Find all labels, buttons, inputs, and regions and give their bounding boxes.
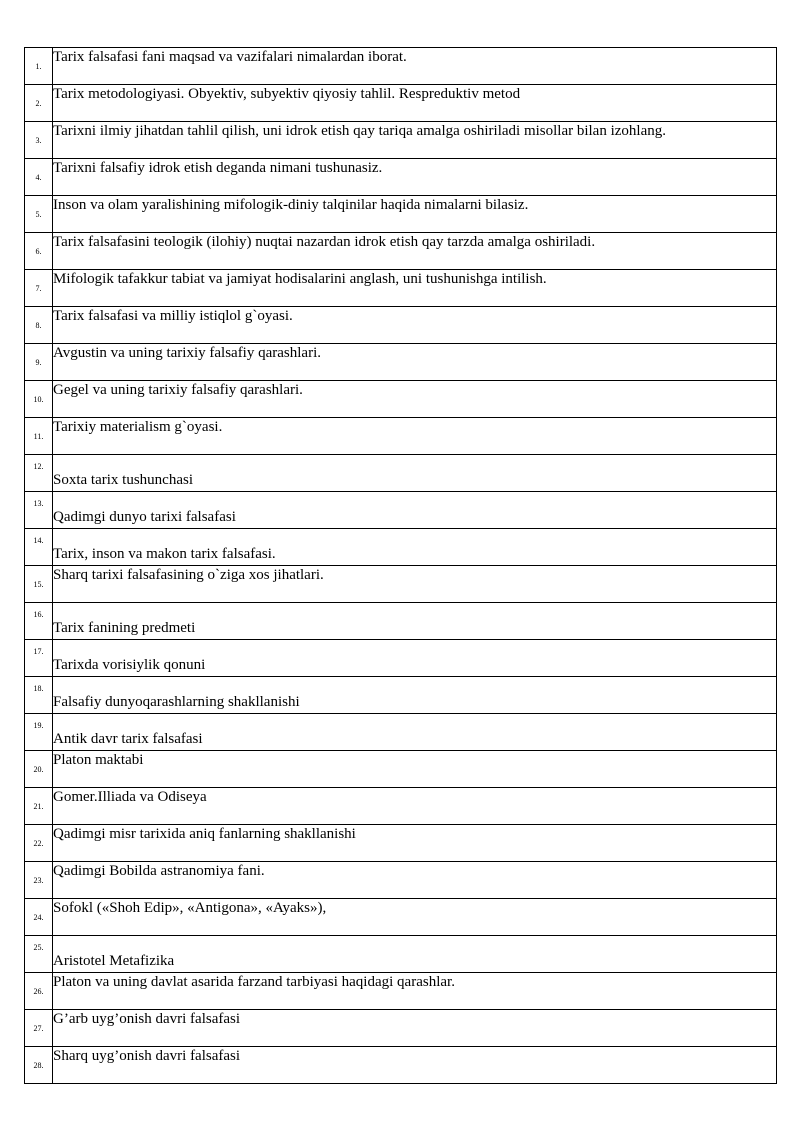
question-number: 27. — [33, 1023, 44, 1033]
question-number: 21. — [33, 801, 44, 811]
question-number: 8. — [35, 320, 42, 330]
question-number-cell — [25, 344, 53, 381]
question-number: 24. — [33, 912, 44, 922]
question-number: 26. — [33, 986, 44, 996]
question-number-cell — [25, 677, 53, 714]
question-number-cell — [25, 862, 53, 899]
question-text: Mifologik tafakkur tabiat va jamiyat hodisalarini anglash, uni tushunishga intilish. — [53, 270, 777, 307]
question-number: 28. — [33, 1060, 44, 1070]
question-text: Inson va olam yaralishining mifologik-diniy talqinilar haqida nimalarni bilasiz. — [53, 196, 777, 233]
question-number: 1. — [35, 61, 42, 71]
question-row — [25, 492, 777, 529]
question-text: Qadimgi dunyo tarixi falsafasi — [53, 492, 777, 529]
question-row — [25, 640, 777, 677]
question-row — [25, 1047, 777, 1084]
question-row — [25, 751, 777, 788]
question-text: Avgustin va uning tarixiy falsafiy qarashlari. — [53, 344, 777, 381]
question-number-cell — [25, 566, 53, 603]
question-number-cell — [25, 825, 53, 862]
question-number-cell — [25, 455, 53, 492]
question-text: Tarix falsafasi fani maqsad va vazifalari nimalardan iborat. — [53, 48, 777, 85]
questions-table-body — [25, 48, 777, 1084]
question-number-cell — [25, 85, 53, 122]
question-text: Tarix falsafasi va milliy istiqlol g`oyasi. — [53, 307, 777, 344]
question-number: 19. — [33, 721, 44, 730]
question-number-cell — [25, 492, 53, 529]
question-text: Platon va uning davlat asarida farzand tarbiyasi haqidagi qarashlar. — [53, 973, 777, 1010]
question-text: Aristotel Metafizika — [53, 936, 777, 973]
question-row — [25, 936, 777, 973]
question-row — [25, 48, 777, 85]
question-number-cell — [25, 1047, 53, 1084]
question-number-cell — [25, 270, 53, 307]
question-text: Tarix falsafasini teologik (ilohiy) nuqtai nazardan idrok etish qay tarzda amalga oshiriladi. — [53, 233, 777, 270]
question-text: Sofokl («Shoh Edip», «Antigona», «Ayaks»), — [53, 899, 777, 936]
question-row — [25, 270, 777, 307]
question-number-cell — [25, 714, 53, 751]
question-text: Tarix fanining predmeti — [53, 603, 777, 640]
question-number-cell — [25, 159, 53, 196]
question-number-cell — [25, 973, 53, 1010]
question-number: 4. — [35, 172, 42, 182]
question-number-cell — [25, 899, 53, 936]
question-row — [25, 1010, 777, 1047]
question-row — [25, 566, 777, 603]
question-row — [25, 862, 777, 899]
question-text: Soxta tarix tushunchasi — [53, 455, 777, 492]
question-number-cell — [25, 640, 53, 677]
question-number-cell — [25, 936, 53, 973]
question-number: 12. — [33, 462, 44, 471]
question-number-cell — [25, 233, 53, 270]
question-number: 23. — [33, 875, 44, 885]
question-row — [25, 677, 777, 714]
question-row — [25, 788, 777, 825]
question-text: Platon maktabi — [53, 751, 777, 788]
question-number: 18. — [33, 684, 44, 693]
question-text: Tarixda vorisiylik qonuni — [53, 640, 777, 677]
question-text: Falsafiy dunyoqarashlarning shakllanishi — [53, 677, 777, 714]
question-number: 22. — [33, 838, 44, 848]
question-row — [25, 196, 777, 233]
question-number: 6. — [35, 246, 42, 256]
question-number-cell — [25, 381, 53, 418]
question-number-cell — [25, 529, 53, 566]
question-row — [25, 899, 777, 936]
question-number: 15. — [33, 579, 44, 589]
question-text: Antik davr tarix falsafasi — [53, 714, 777, 751]
questions-table — [24, 47, 777, 1084]
question-number: 16. — [33, 610, 44, 619]
question-number-cell — [25, 788, 53, 825]
question-text: Tarixni falsafiy idrok etish deganda nimani tushunasiz. — [53, 159, 777, 196]
question-text: Tarixiy materialism g`oyasi. — [53, 418, 777, 455]
question-row — [25, 418, 777, 455]
question-row — [25, 455, 777, 492]
question-number: 9. — [35, 357, 42, 367]
question-number-cell — [25, 751, 53, 788]
question-number-cell — [25, 603, 53, 640]
question-text: Gegel va uning tarixiy falsafiy qarashlari. — [53, 381, 777, 418]
question-text: Qadimgi misr tarixida aniq fanlarning shakllanishi — [53, 825, 777, 862]
question-row — [25, 122, 777, 159]
question-number: 25. — [33, 943, 44, 952]
question-number: 3. — [35, 135, 42, 145]
question-row — [25, 85, 777, 122]
question-text: Tarix, inson va makon tarix falsafasi. — [53, 529, 777, 566]
question-row — [25, 529, 777, 566]
question-number: 10. — [33, 394, 44, 404]
question-row — [25, 825, 777, 862]
question-text: Tarix metodologiyasi. Obyektiv, subyektiv qiyosiy tahlil. Respreduktiv metod — [53, 85, 777, 122]
question-text: Sharq tarixi falsafasining o`ziga xos jihatlari. — [53, 566, 777, 603]
question-row — [25, 381, 777, 418]
question-row — [25, 233, 777, 270]
question-row — [25, 344, 777, 381]
question-row — [25, 603, 777, 640]
question-number-cell — [25, 48, 53, 85]
question-number: 7. — [35, 283, 42, 293]
question-text: Sharq uyg’onish davri falsafasi — [53, 1047, 777, 1084]
question-number: 17. — [33, 647, 44, 656]
question-row — [25, 714, 777, 751]
question-number: 13. — [33, 499, 44, 508]
question-text: Qadimgi Bobilda astranomiya fani. — [53, 862, 777, 899]
question-number: 5. — [35, 209, 42, 219]
question-row — [25, 973, 777, 1010]
question-number-cell — [25, 196, 53, 233]
question-number: 14. — [33, 536, 44, 545]
question-number: 11. — [33, 431, 44, 441]
question-row — [25, 159, 777, 196]
question-number-cell — [25, 1010, 53, 1047]
question-row — [25, 307, 777, 344]
question-text: G’arb uyg’onish davri falsafasi — [53, 1010, 777, 1047]
question-text: Tarixni ilmiy jihatdan tahlil qilish, uni idrok etish qay tariqa amalga oshiriladi misollar bilan izohlang. — [53, 122, 777, 159]
question-number: 2. — [35, 98, 42, 108]
question-number-cell — [25, 307, 53, 344]
question-number: 20. — [33, 764, 44, 774]
question-number-cell — [25, 418, 53, 455]
question-text: Gomer.Illiada va Odiseya — [53, 788, 777, 825]
question-number-cell — [25, 122, 53, 159]
